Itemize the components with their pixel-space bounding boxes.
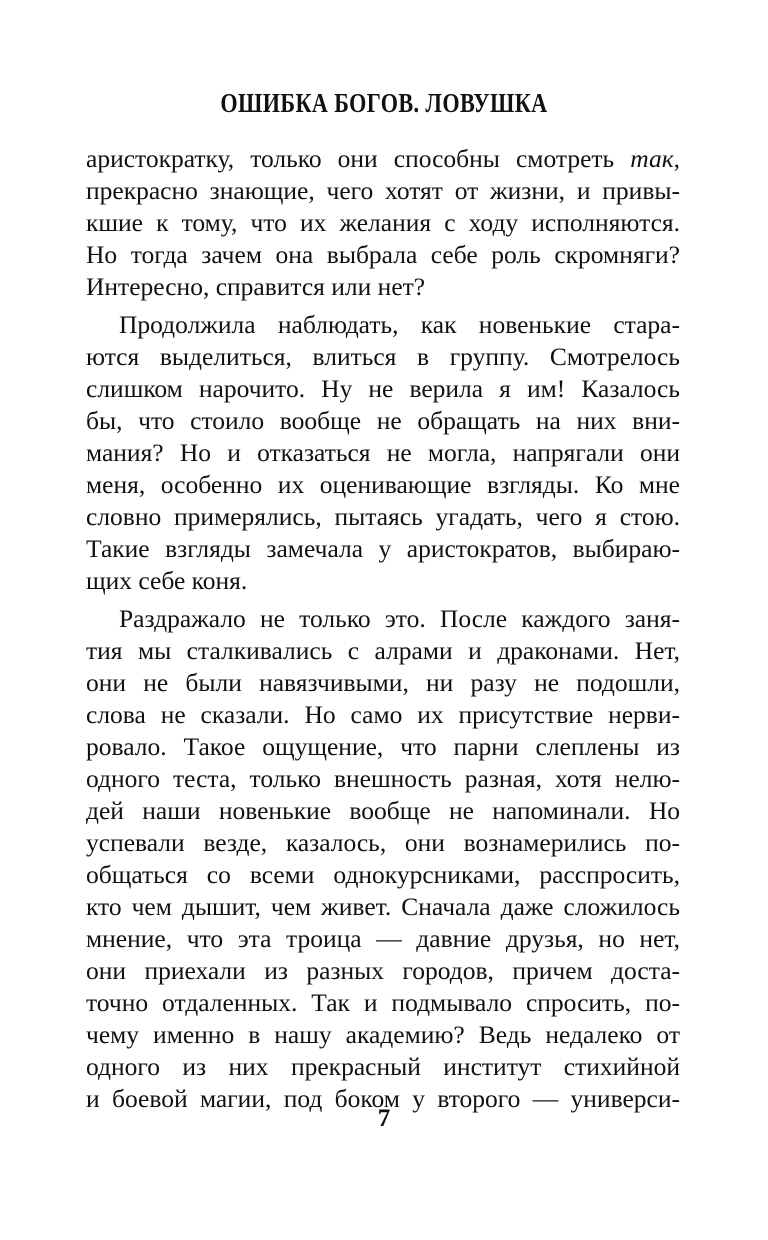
text-line: слишком нарочито. Ну не верила я им! Казалось xyxy=(86,374,680,403)
page-number: 7 xyxy=(377,1105,391,1132)
text-line: точно отдаленных. Так и подмывало спросить, по- xyxy=(86,988,680,1017)
text-line: Такие взгляды замечала у аристократов, выбираю- xyxy=(86,534,680,563)
text-line: кшие к тому, что их желания с ходу исполняются. xyxy=(86,208,680,237)
text-line: мнение, что эта троица — давние друзья, но нет, xyxy=(86,924,680,953)
text-line: дей наши новенькие вообще не напоминали. Но xyxy=(86,796,680,825)
text-line: Но тогда зачем она выбрала себе роль скромняги? xyxy=(86,240,680,269)
text-line: кто чем дышит, чем живет. Сначала даже сложилось xyxy=(86,892,680,921)
text-line: ются выделиться, влиться в группу. Смотрелось xyxy=(86,342,680,371)
text-line: меня, особенно их оценивающие взгляды. Ко мне xyxy=(86,470,680,499)
text-line: общаться со всеми однокурсниками, расспросить, xyxy=(86,860,680,889)
running-head: ОШИБКА БОГОВ. ЛОВУШКА xyxy=(220,88,548,118)
text-line: щих себе коня. xyxy=(86,566,248,595)
text-line: аристократку, только они способны смотреть так, xyxy=(86,144,680,173)
text-line: они не были навязчивыми, ни разу не подошли, xyxy=(86,668,680,697)
text-line: чему именно в нашу академию? Ведь недалеко от xyxy=(86,1020,680,1049)
text-line: мания? Но и отказаться не могла, напрягали они xyxy=(86,438,680,467)
text-line: они приехали из разных городов, причем доста- xyxy=(86,956,680,985)
text-line: одного теста, только внешность разная, хотя нелю- xyxy=(86,764,680,793)
text-line: прекрасно знающие, чего хотят от жизни, и привы- xyxy=(86,176,680,205)
text-line: и боевой магии, под боком у второго — универси- xyxy=(86,1084,680,1113)
body-text xyxy=(86,143,680,1115)
text-line: Раздражало не только это. После каждого заня- xyxy=(119,604,680,633)
text-line: Продолжила наблюдать, как новенькие стара- xyxy=(119,310,680,339)
text-line: тия мы сталкивались с алрами и драконами. Нет, xyxy=(86,636,680,665)
text-line: одного из них прекрасный институт стихийной xyxy=(86,1052,680,1081)
text-line: словно примерялись, пытаясь угадать, чего я стою. xyxy=(86,502,680,531)
text-line: бы, что стоило вообще не обращать на них вни- xyxy=(86,406,680,435)
text-line: слова не сказали. Но само их присутствие нерви- xyxy=(86,700,680,729)
text-line: Интересно, справится или нет? xyxy=(86,272,426,301)
text-line: ровало. Такое ощущение, что парни слеплены из xyxy=(86,732,680,761)
text-line: успевали везде, казалось, они вознамерились по- xyxy=(86,828,680,857)
emphasis: так xyxy=(630,144,674,173)
